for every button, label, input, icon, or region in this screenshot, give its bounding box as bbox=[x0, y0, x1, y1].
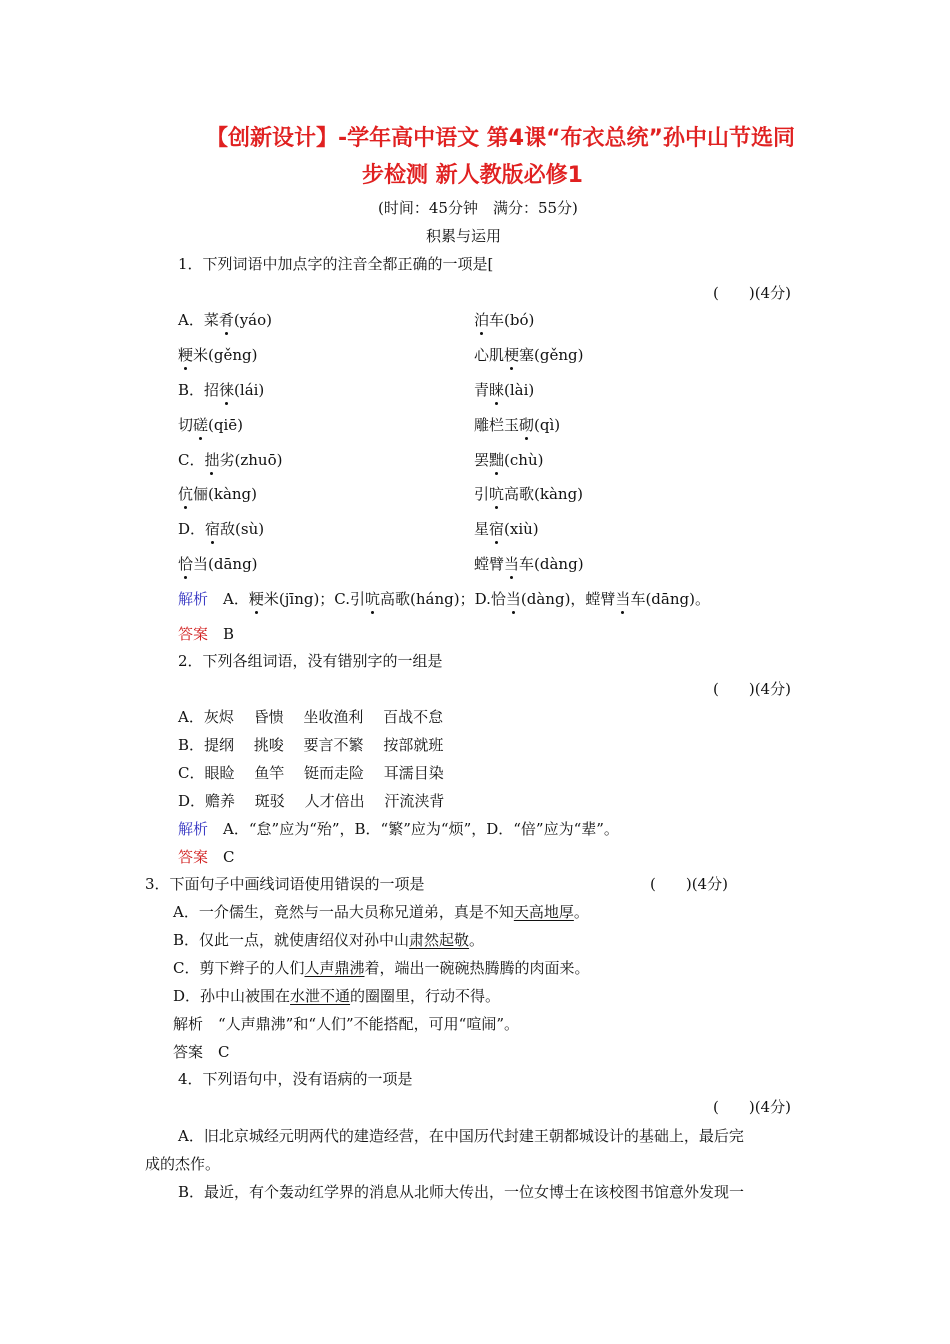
q1-option-d-left: D．宿敌(sù) bbox=[178, 520, 265, 538]
q1-option-c-left: C．拙劣(zhuō) bbox=[178, 451, 283, 469]
document-title-line2: 步检测 新人教版必修1 bbox=[362, 163, 583, 188]
time-score-note: (时间：45分钟 满分：55分) bbox=[378, 199, 578, 217]
q4-option-a-line1: A．旧北京城经元明两代的建造经营，在中国历代封建王朝都城设计的基础上，最后完 bbox=[178, 1127, 744, 1145]
analysis-label: 解析 bbox=[178, 820, 209, 838]
q1-option-b-right: 青睐(lài) bbox=[474, 381, 535, 399]
q4-stem: 4．下列语句中，没有语病的一项是 bbox=[178, 1070, 413, 1088]
q2-option-b: B．提纲 挑唆 要言不繁 按部就班 bbox=[178, 736, 444, 754]
q2-analysis: 解析 A．“怠”应为“殆”，B．“繁”应为“烦”，D．“倍”应为“辈”。 bbox=[178, 820, 619, 838]
q1-score: ( )(4分) bbox=[713, 284, 791, 302]
q1-option-d-left2: 恰当(dāng) bbox=[178, 555, 258, 573]
document-title-line1: 【创新设计】-学年高中语文 第4课“布衣总统”孙中山节选同 bbox=[206, 126, 796, 151]
q2-answer: 答案 C bbox=[178, 848, 235, 866]
q3-option-c: C．剪下辫子的人们人声鼎沸着，端出一碗碗热腾腾的肉面来。 bbox=[173, 959, 590, 977]
q3-analysis: 解析 “人声鼎沸”和“人们”不能搭配，可用“喧闹”。 bbox=[173, 1015, 520, 1033]
q3-option-b: B．仅此一点，就使唐绍仪对孙中山肃然起敬。 bbox=[173, 931, 485, 949]
q1-option-a-right2: 心肌梗塞(gěng) bbox=[474, 346, 584, 364]
q1-option-d-right2: 螳臂当车(dàng) bbox=[474, 555, 584, 573]
q1-option-c-left2: 伉俪(kàng) bbox=[178, 485, 258, 503]
q1-option-c-right: 罢黜(chù) bbox=[474, 451, 544, 469]
q2-score: ( )(4分) bbox=[713, 680, 791, 698]
section-heading: 积累与运用 bbox=[426, 227, 502, 245]
q3-option-d: D．孙中山被围在水泄不通的圈圈里，行动不得。 bbox=[173, 987, 501, 1005]
q4-score: ( )(4分) bbox=[713, 1098, 791, 1116]
q1-option-c-right2: 引吭高歌(kàng) bbox=[474, 485, 584, 503]
q3-answer: 答案 C bbox=[173, 1043, 230, 1061]
q1-answer: 答案 B bbox=[178, 625, 235, 643]
q2-stem: 2．下列各组词语，没有错别字的一组是 bbox=[178, 652, 443, 670]
q1-analysis: 解析 A．粳米(jīng)；C.引吭高歌(háng)；D.恰当(dàng)，螳臂当车(dāng)。 bbox=[178, 590, 710, 608]
analysis-label: 解析 bbox=[178, 590, 209, 608]
q1-option-a-left: A．菜肴(yáo) bbox=[178, 311, 273, 329]
q3-stem: 3．下面句子中画线词语使用错误的一项是 bbox=[145, 875, 425, 893]
q1-option-a-right: 泊车(bó) bbox=[474, 311, 535, 329]
q1-option-b-left2: 切磋(qiē) bbox=[178, 416, 244, 434]
answer-label: 答案 bbox=[178, 848, 209, 866]
answer-label: 答案 bbox=[178, 625, 209, 643]
q3-score: ( )(4分) bbox=[650, 875, 728, 893]
q1-option-b-left: B．招徕(lái) bbox=[178, 381, 265, 399]
q1-option-a-left2: 粳米(gěng) bbox=[178, 346, 258, 364]
q1-option-b-right2: 雕栏玉砌(qì) bbox=[474, 416, 561, 434]
q2-option-a: A．灰烬 昏愦 坐收渔利 百战不怠 bbox=[178, 708, 444, 726]
q4-option-b-line1: B．最近，有个轰动红学界的消息从北师大传出，一位女博士在该校图书馆意外发现一 bbox=[178, 1183, 745, 1201]
q2-option-d: D．赡养 斑驳 人才倍出 汗流浃背 bbox=[178, 792, 445, 810]
q1-option-d-right: 星宿(xiù) bbox=[474, 520, 539, 538]
q3-option-a: A．一介儒生，竟然与一品大员称兄道弟，真是不知天高地厚。 bbox=[173, 903, 589, 921]
q1-stem: 1．下列词语中加点字的注音全都正确的一项是[ bbox=[178, 255, 494, 273]
q4-option-a-line2: 成的杰作。 bbox=[145, 1155, 221, 1173]
q2-option-c: C．眼睑 鱼竿 铤而走险 耳濡目染 bbox=[178, 764, 444, 782]
